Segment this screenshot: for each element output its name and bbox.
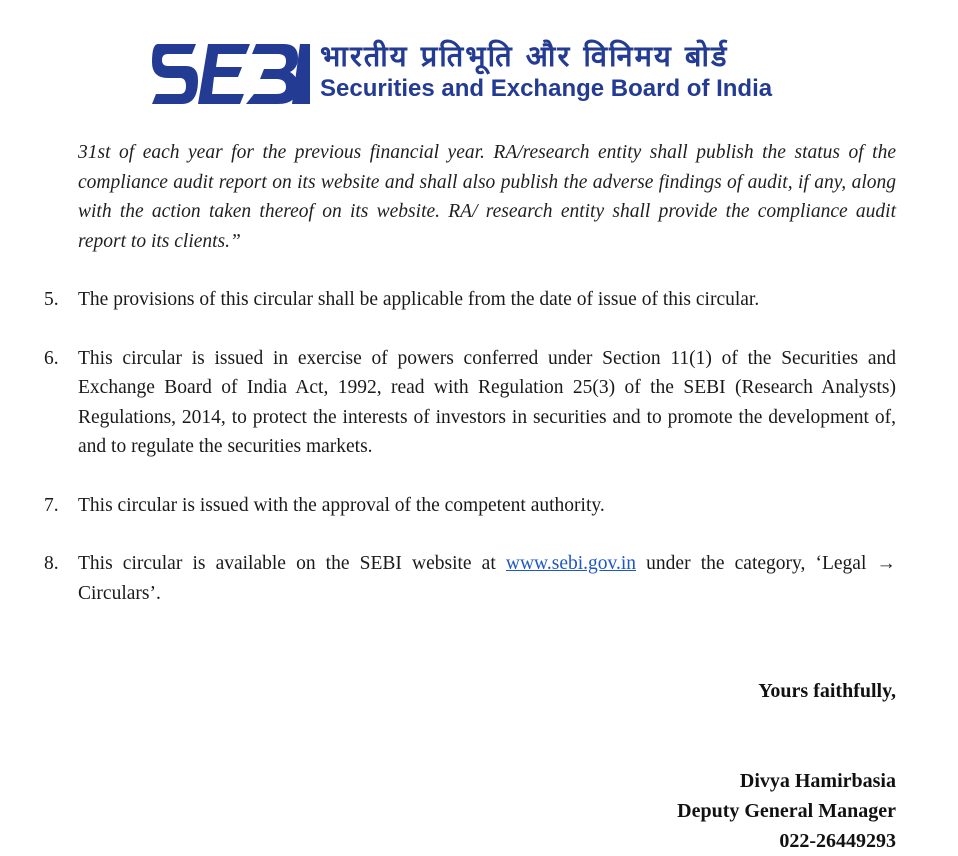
item-text-before: This circular is available on the SEBI website at — [78, 553, 506, 574]
item-number: 6. — [44, 347, 59, 369]
item-number: 8. — [44, 553, 59, 574]
signatory-phone: 022-26449293 — [779, 830, 896, 852]
item-text: This circular is issued in exercise of powers conferred under Section 11(1) of the Securities and Exchange Board of India Act, 1992, read with Regulation 25(3) of the SEBI (Research Analysts) Regulations, 2014, to protect the interests of investors in securities and to promote the development of, and to regulate the securities markets. — [78, 347, 896, 457]
list-item-5 — [44, 285, 896, 315]
quoted-paragraph: 31st of each year for the previous financial year. RA/research entity shall publish the status of the compliance audit report on its website and shall also publish the adverse findings of audit, if any, along with the action taken thereof on its website. RA/ research entity shall provide the compliance audit report to its clients.” — [78, 142, 896, 252]
english-title: Securities and Exchange Board of India — [320, 75, 773, 102]
item-text: The provisions of this circular shall be applicable from the date of issue of this circular. — [78, 289, 760, 310]
closing-salutation: Yours faithfully, — [758, 680, 896, 702]
item-text — [78, 549, 896, 608]
letterhead-text — [320, 38, 772, 104]
list-item-8 — [44, 549, 896, 608]
signatory-designation: Deputy General Manager — [677, 800, 896, 822]
signature-block — [677, 766, 896, 856]
item-number: 7. — [44, 494, 59, 516]
list-item-6 — [44, 344, 896, 462]
signatory-name: Divya Hamirbasia — [739, 770, 896, 792]
circular-body — [44, 138, 896, 608]
list-item-7 — [44, 491, 896, 521]
hindi-title: भारतीय प्रतिभूति और विनिमय बोर्ड — [320, 39, 729, 73]
letterhead — [152, 38, 792, 110]
sebi-website-link[interactable]: www.sebi.gov.in — [505, 553, 637, 574]
sebi-logo — [152, 40, 310, 108]
item-text-after: under the category, ‘Legal → Circulars’. — [78, 553, 896, 604]
item-text: This circular is issued with the approval of the competent authority. — [78, 494, 605, 516]
item-number: 5. — [44, 289, 59, 310]
